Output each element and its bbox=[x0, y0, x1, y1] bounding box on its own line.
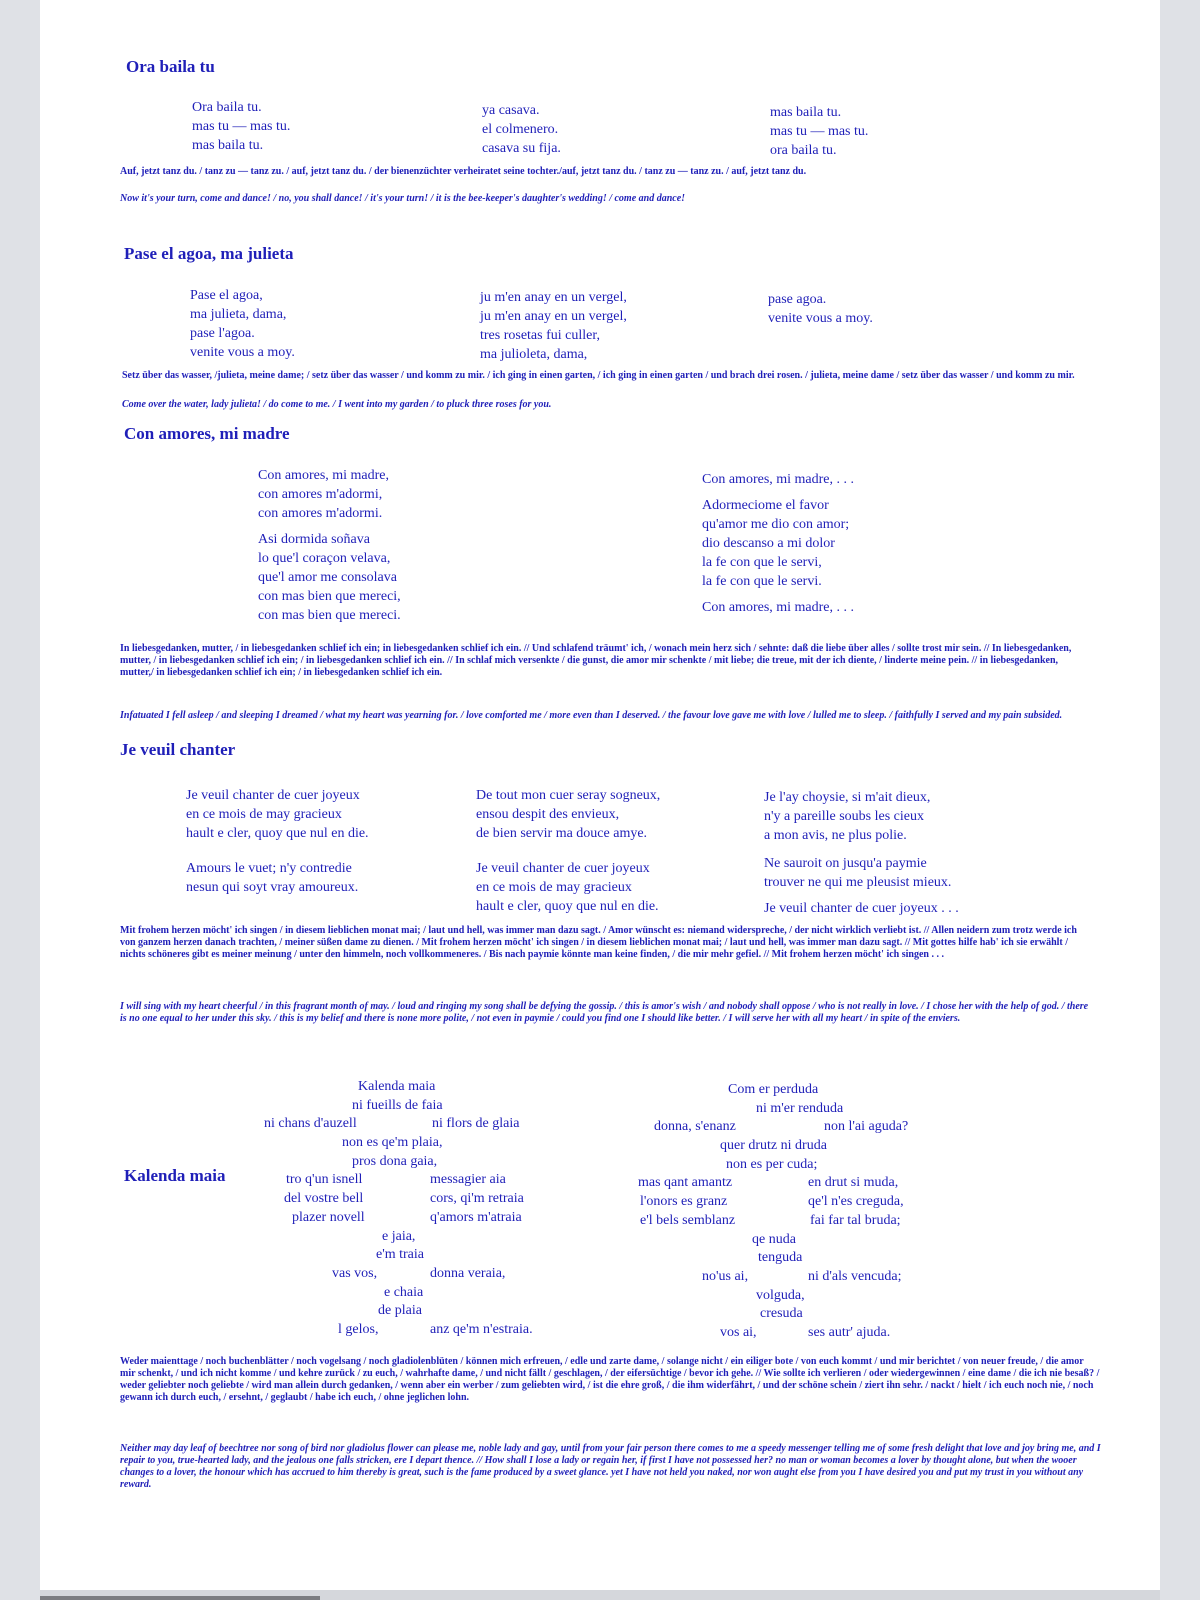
verse-line: con mas bien que mereci. bbox=[258, 608, 401, 623]
english-translation-con-amores: Infatuated I fell asleep / and sleeping I dreamed / what my heart was yearning for. / love comforted me / more even than I deserved. / the favour love gave me with love / lulled me to sleep. / faithfully I served and my pain subsided. bbox=[120, 710, 1063, 721]
poem-line: Com er perduda bbox=[728, 1082, 819, 1097]
english-translation-kalenda-maia: Neither may day leaf of beechtree nor song of bird nor gladiolus flower can please me, noble lady and gay, until from your fair person there comes to me a speedy messenger telling me of some fresh delight that love and joy bring me, and I repair to you, true-hearted lady, and the jealous one falls stricken, ere I depart thence. // How shall I lose a lady or regain her, if first I have not possessed her? no man or woman becomes a lover by thought alone, but when the wooer changes to a lover, the honour which has accrued to him thereby is great, such is the fame produced by a sweet glance. yet I have not held you naked, nor won aught else from you I have desired you and put my trust in you without any reward. bbox=[120, 1443, 1101, 1490]
poem-line: non es qe'm plaia, bbox=[342, 1135, 443, 1150]
poem-line: non l'ai aguda? bbox=[824, 1119, 909, 1134]
verse-line: que'l amor me consolava bbox=[258, 570, 397, 585]
verse-line: Con amores, mi madre, bbox=[258, 468, 390, 483]
song-pase-el-agoa-verse-2 bbox=[480, 288, 627, 364]
verse-line: Je l'ay choysie, si m'ait dieux, bbox=[764, 790, 931, 805]
poem-line: cors, qi'm retraia bbox=[430, 1191, 524, 1206]
poem-line: en drut si muda, bbox=[808, 1175, 899, 1190]
german-translation-je-veuil-chanter: Mit frohem herzen möcht' ich singen / in diesem lieblichen monat mai; / laut und hell, was immer man dazu sagt. / Amor wünscht es: niemand widerspreche, / der nicht wirklich verliebt ist. // Allen neidern zum trotz werde ich von ganzem herzen danach trachten, / meiner süßen dame zu dienen. / Mit frohem herzen möcht' ich singen / in diesem lieblichen monat mai; / laut und hell, was immer man dazu sagt. // Mit gottes hilfe hab' ich sie erwählt / nichts schöneres gibt es meiner meinung / unter den himmeln, noch vollkommeneres. / Bis nach paymie könnte man keine finden, / die mir mehr gefiel. // Mit frohem herzen möcht' ich singen . . . bbox=[120, 925, 1077, 960]
poem-line: l gelos, bbox=[338, 1322, 379, 1337]
verse-line: ensou despit des envieux, bbox=[476, 807, 620, 822]
german-translation-pase-el-agoa: Setz über das wasser, /julieta, meine dame; / setz über das wasser / und komm zu mir. / ich ging in einen garten, / ich ging in einen garten / und brach drei rosen. / julieta, meine dame / setz über das wasser / und komm zu mir. bbox=[122, 370, 1075, 381]
poem-line: ni flors de glaia bbox=[432, 1116, 520, 1131]
poem-line: e chaia bbox=[384, 1285, 424, 1300]
poem-line: cresuda bbox=[760, 1306, 803, 1321]
poem-line: mas qant amantz bbox=[638, 1175, 733, 1190]
poem-line: tenguda bbox=[758, 1250, 803, 1265]
poem-line: e jaia, bbox=[382, 1229, 416, 1244]
poem-line: qe nuda bbox=[752, 1232, 796, 1247]
verse-line: ma julioleta, dama, bbox=[480, 347, 588, 362]
verse-line: dio descanso a mi dolor bbox=[702, 536, 835, 551]
poem-line: qe'l n'es creguda, bbox=[808, 1194, 904, 1209]
song-title-pase-el-agoa: Pase el agoa, ma julieta bbox=[124, 244, 294, 263]
poem-line: pros dona gaia, bbox=[352, 1154, 438, 1169]
english-translation-je-veuil-chanter: I will sing with my heart cheerful / in this fragrant month of may. / loud and ringing my song shall be defying the gossip. / this is amor's wish / and nobody shall oppose / who is not really in love. / I chose her with the help of god. / there is no one equal to her under this sky. / this is my belief and there is none more polite, / not even in paymie / could you find one I should like better. / I will serve her with all my heart / in spite of the enviers. bbox=[120, 1001, 1089, 1024]
poem-line: non es per cuda; bbox=[726, 1157, 818, 1172]
poem-line: fai far tal bruda; bbox=[810, 1213, 901, 1228]
verse-line: Je veuil chanter de cuer joyeux . . . bbox=[764, 901, 959, 916]
verse-line: venite vous a moy. bbox=[768, 311, 873, 326]
german-translation-con-amores: In liebesgedanken, mutter, / in liebesgedanken schlief ich ein; in liebesgedanken schlief ich ein. // Und schlafend träumt' ich, / wonach mein herz sich / sehnte: daß die liebe über alles / sollte trost mir sein. // In liebesgedanken, mutter, / in liebesgedanken schlief ich ein; / in liebesgedanken schlief ich ein. // In schlaf mich versenkte / die gunst, die amor mir schenkte / mit liebe; die treue, mit der ich diente, / linderte meine pein. // in liebesgedanken, mutter,/ in liebesgedanken schlief ich ein; / in liebesgedanken schlief ich ein. bbox=[120, 643, 1072, 678]
verse-line: mas tu — mas tu. bbox=[770, 124, 869, 139]
verse-line: pase l'agoa. bbox=[190, 326, 255, 341]
song-ora-baila-tu-verse-3 bbox=[770, 103, 868, 160]
song-con-amores-left-column bbox=[258, 466, 401, 625]
song-pase-el-agoa-verse-1 bbox=[190, 286, 295, 362]
verse-line: hault e cler, quoy que nul en die. bbox=[186, 826, 369, 841]
verse-line: Je veuil chanter de cuer joyeux bbox=[186, 788, 360, 803]
poem-line: e'l bels semblanz bbox=[640, 1213, 736, 1228]
verse-line: hault e cler, quoy que nul en die. bbox=[476, 899, 659, 914]
song-sheet-page bbox=[40, 0, 1160, 1590]
song-je-veuil-chanter-right-column bbox=[764, 788, 959, 918]
song-title-je-veuil-chanter: Je veuil chanter bbox=[120, 740, 236, 759]
verse-line: Pase el agoa, bbox=[190, 288, 263, 303]
german-translation-ora-baila-tu: Auf, jetzt tanz du. / tanz zu — tanz zu. / auf, jetzt tanz du. / der bienenzüchter verheiratet seine tochter./auf, jetzt tanz du. / tanz zu — tanz zu. / auf, jetzt tanz du. bbox=[120, 166, 807, 177]
verse-line: pase agoa. bbox=[768, 292, 827, 307]
verse-line: nesun qui soyt vray amoureux. bbox=[186, 880, 359, 895]
poem-line: ni d'als vencuda; bbox=[808, 1269, 902, 1284]
verse-line: el colmenero. bbox=[482, 122, 559, 137]
verse-line: ora baila tu. bbox=[770, 143, 837, 158]
verse-line: a mon avis, ne plus polie. bbox=[764, 828, 907, 843]
poem-line: e'm traia bbox=[376, 1247, 424, 1262]
song-title-con-amores: Con amores, mi madre bbox=[124, 424, 290, 443]
poem-line: anz qe'm n'estraia. bbox=[430, 1322, 533, 1337]
verse-line: qu'amor me dio con amor; bbox=[702, 517, 850, 532]
poem-line: vos ai, bbox=[720, 1325, 757, 1340]
verse-line: de bien servir ma douce amye. bbox=[476, 826, 648, 841]
verse-line: Amours le vuet; n'y contredie bbox=[186, 861, 352, 876]
song-pase-el-agoa-verse-3 bbox=[768, 290, 873, 328]
verse-line: Ne sauroit on jusqu'a paymie bbox=[764, 856, 927, 871]
verse-line: casava su fija. bbox=[482, 141, 561, 156]
english-translation-ora-baila-tu: Now it's your turn, come and dance! / no, you shall dance! / it's your turn! / it is the bee-keeper's daughter's wedding! / come and dance! bbox=[120, 193, 686, 204]
verse-line: Je veuil chanter de cuer joyeux bbox=[476, 861, 650, 876]
verse-line: la fe con que le servi. bbox=[702, 574, 822, 589]
verse-line: con amores m'adormi, bbox=[258, 487, 383, 502]
verse-line: con amores m'adormi. bbox=[258, 506, 383, 521]
poem-line: q'amors m'atraia bbox=[430, 1210, 522, 1225]
verse-line: con mas bien que mereci, bbox=[258, 589, 401, 604]
verse-line: en ce mois de may gracieux bbox=[476, 880, 632, 895]
verse-line: ma julieta, dama, bbox=[190, 307, 287, 322]
poem-line: donna, s'enanz bbox=[654, 1119, 736, 1134]
verse-line: Ora baila tu. bbox=[192, 100, 262, 115]
poem-line: volguda, bbox=[756, 1288, 805, 1303]
poem-line: donna veraia, bbox=[430, 1266, 506, 1281]
verse-line: De tout mon cuer seray sogneux, bbox=[476, 788, 661, 803]
verse-line: ya casava. bbox=[482, 103, 540, 118]
song-con-amores-right-column bbox=[702, 470, 854, 617]
poem-line: quer drutz ni druda bbox=[720, 1138, 827, 1153]
poem-line: tro q'un isnell bbox=[286, 1172, 363, 1187]
verse-line: trouver ne qui me pleusist mieux. bbox=[764, 875, 952, 890]
song-ora-baila-tu-verse-1 bbox=[192, 98, 290, 155]
german-translation-kalenda-maia: Weder maienttage / noch buchenblätter / noch vogelsang / noch gladiolenblüten / können mich erfreuen, / edle und zarte dame, / solange nicht / ein eiliger bote / von euch kommt / und mir berichtet / von neuer freude, / die amor mir schenkt, / und ich nicht komme / und kehre zurück / zu euch, / wahrhafte dame, / und nicht fällt / geschlagen, / der eifersüchtige / bevor ich gehe. // Wie sollte ich verlieren / oder wiedergewinnen / eine dame / die ich nie besaß? / weder geliebter noch geliebte / wird man allein durch gedanken, / wenn aber ein werber / zum geliebten wird, / ist die ehre groß, / die ihm widerfährt, / und der schöne schein / ziert ihn sehr. / nackt / hielt / ich euch noch nie, / noch gewann ich durch euch, / ersehnt, / geglaubt / habe ich euch, / ohne jeglichen lohn. bbox=[120, 1356, 1100, 1403]
verse-line: ju m'en anay en un vergel, bbox=[480, 309, 627, 324]
verse-line: lo que'l coraçon velava, bbox=[258, 551, 391, 566]
poem-line: ni m'er renduda bbox=[756, 1101, 844, 1116]
poem-line: ni fueills de faia bbox=[352, 1098, 443, 1113]
verse-line: Adormeciome el favor bbox=[702, 498, 829, 513]
poem-line: l'onors es granz bbox=[640, 1194, 728, 1209]
verse-line: Con amores, mi madre, . . . bbox=[702, 600, 855, 615]
poem-line: plazer novell bbox=[292, 1210, 365, 1225]
poem-line: ni chans d'auzell bbox=[264, 1116, 357, 1131]
song-title-ora-baila-tu: Ora baila tu bbox=[126, 57, 215, 76]
verse-line: mas baila tu. bbox=[192, 138, 264, 153]
poem-line: de plaia bbox=[378, 1303, 422, 1318]
verse-line: la fe con que le servi, bbox=[702, 555, 822, 570]
verse-line: mas tu — mas tu. bbox=[192, 119, 291, 134]
english-translation-pase-el-agoa: Come over the water, lady julieta! / do come to me. / I went into my garden / to pluck three roses for you. bbox=[122, 399, 552, 410]
song-je-veuil-chanter-left-column bbox=[186, 786, 369, 897]
song-ora-baila-tu-verse-2 bbox=[482, 101, 561, 158]
verse-line: ju m'en anay en un vergel, bbox=[480, 290, 627, 305]
verse-line: Asi dormida soñava bbox=[258, 532, 370, 547]
verse-line: mas baila tu. bbox=[770, 105, 842, 120]
song-title-kalenda-maia: Kalenda maia bbox=[124, 1166, 226, 1185]
verse-line: tres rosetas fui culler, bbox=[480, 328, 600, 343]
page-bottom-shadow bbox=[40, 1596, 320, 1600]
poem-line: no'us ai, bbox=[702, 1269, 749, 1284]
verse-line: en ce mois de may gracieux bbox=[186, 807, 342, 822]
verse-line: n'y a pareille soubs les cieux bbox=[764, 809, 924, 824]
verse-line: venite vous a moy. bbox=[190, 345, 295, 360]
poem-line: vas vos, bbox=[332, 1266, 378, 1281]
verse-line: Con amores, mi madre, . . . bbox=[702, 472, 855, 487]
poem-line: messagier aia bbox=[430, 1172, 506, 1187]
poem-line: del vostre bell bbox=[284, 1191, 364, 1206]
poem-line: Kalenda maia bbox=[358, 1079, 436, 1094]
poem-line: ses autr' ajuda. bbox=[808, 1325, 891, 1340]
song-je-veuil-chanter-middle-column bbox=[476, 786, 660, 916]
